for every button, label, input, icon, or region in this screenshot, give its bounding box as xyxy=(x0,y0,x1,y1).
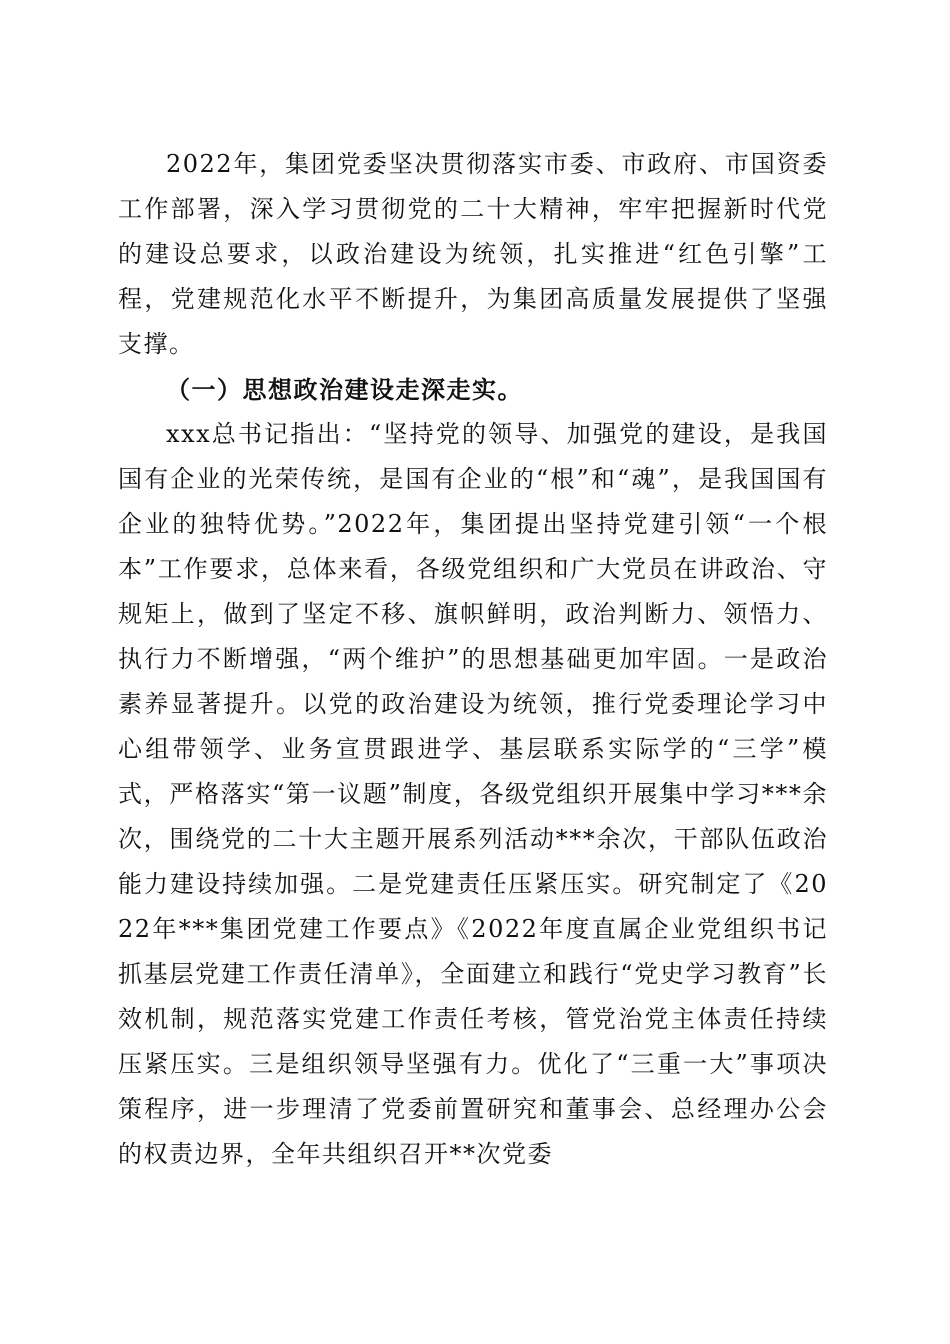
section-heading: （一）思想政治建设走深走实。 xyxy=(166,375,523,404)
body-paragraph: xxx总书记指出：“坚持党的领导、加强党的建设，是我国国有企业的光荣传统，是国有企业的“根”和“魂”，是我国国有企业的独特优势。”2022年，集团提出坚持党建引领“一个根本”工作要求，总体来看，各级党组织和广大党员在讲政治、守规矩上，做到了坚定不移、旗帜鲜明，政治判断力、领悟力、执行力不断增强，“两个维护”的思想基础更加牢固。一是政治素养显著提升。以党的政治建设为统领，推行党委理论学习中心组带领学、业务宣贯跟进学、基层联系实际学的“三学”模式，严格落实“第一议题”制度，各级党组织开展集中学习***余次，围绕党的二十大主题开展系列活动***余次，干部队伍政治能力建设持续加强。二是党建责任压紧压实。研究制定了《2022年***集团党建工作要点》《2022年度直属企业党组织书记抓基层党建工作责任清单》，全面建立和践行“党史学习教育”长效机制，规范落实党建工作责任考核，管党治党主体责任持续压紧压实。三是组织领导坚强有力。优化了“三重一大”事项决策程序，进一步理清了党委前置研究和董事会、总经理办公会的权责边界，全年共组织召开**次党委 xyxy=(118,420,828,1168)
document-body xyxy=(118,142,828,1177)
intro-paragraph: 2022年，集团党委坚决贯彻落实市委、市政府、市国资委工作部署，深入学习贯彻党的二十大精神，牢牢把握新时代党的建设总要求，以政治建设为统领，扎实推进“红色引擎”工程，党建规范化水平不断提升，为集团高质量发展提供了坚强支撑。 xyxy=(118,150,828,358)
